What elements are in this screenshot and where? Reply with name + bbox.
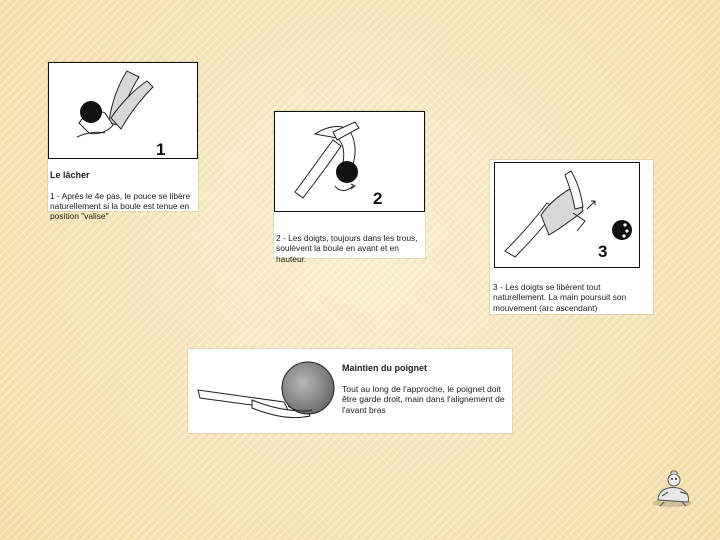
fingers-release-illustration — [495, 163, 639, 267]
panel-1-title: Le lâcher — [50, 170, 90, 181]
panel-4-text: Tout au long de l'approche, le poignet doit être garde droit, main dans l'alignement de l'avant bras — [342, 383, 505, 415]
panel-3-text: 3 - Les doigts se libèrent tout naturellement. La main poursuit son mouvement (arc ascendant) — [493, 282, 627, 313]
panel-1-caption — [50, 160, 196, 221]
panel-1 — [48, 62, 198, 222]
panel-3-caption — [493, 272, 651, 313]
wrist-alignment-illustration — [192, 350, 342, 432]
panel-2-caption — [276, 223, 423, 264]
panel-4 — [188, 349, 512, 433]
panel-2-text: 2 - Les doigts, toujours dans les trous, soulèvent la boule en avant et en hauteur. — [276, 233, 418, 264]
panel-2-illustration — [274, 111, 425, 212]
hand-lift-illustration — [275, 112, 424, 211]
panel-3-number: 3 — [598, 242, 608, 261]
panel-1-number: 1 — [156, 140, 166, 159]
hand-release-illustration — [49, 63, 197, 158]
panel-1-text: 1 - Après le 4e pas, le pouce se libère naturellement si la boule est tenue en position "valise" — [50, 190, 191, 222]
panel-4-title: Maintien du poignet — [342, 362, 427, 373]
panel-4-caption — [342, 352, 510, 416]
mascot-icon — [648, 470, 698, 510]
panel-2-number: 2 — [373, 189, 383, 208]
panel-2 — [274, 111, 425, 264]
panel-1-illustration — [48, 62, 198, 159]
panel-3-illustration — [494, 162, 640, 268]
panel-3 — [490, 160, 653, 314]
